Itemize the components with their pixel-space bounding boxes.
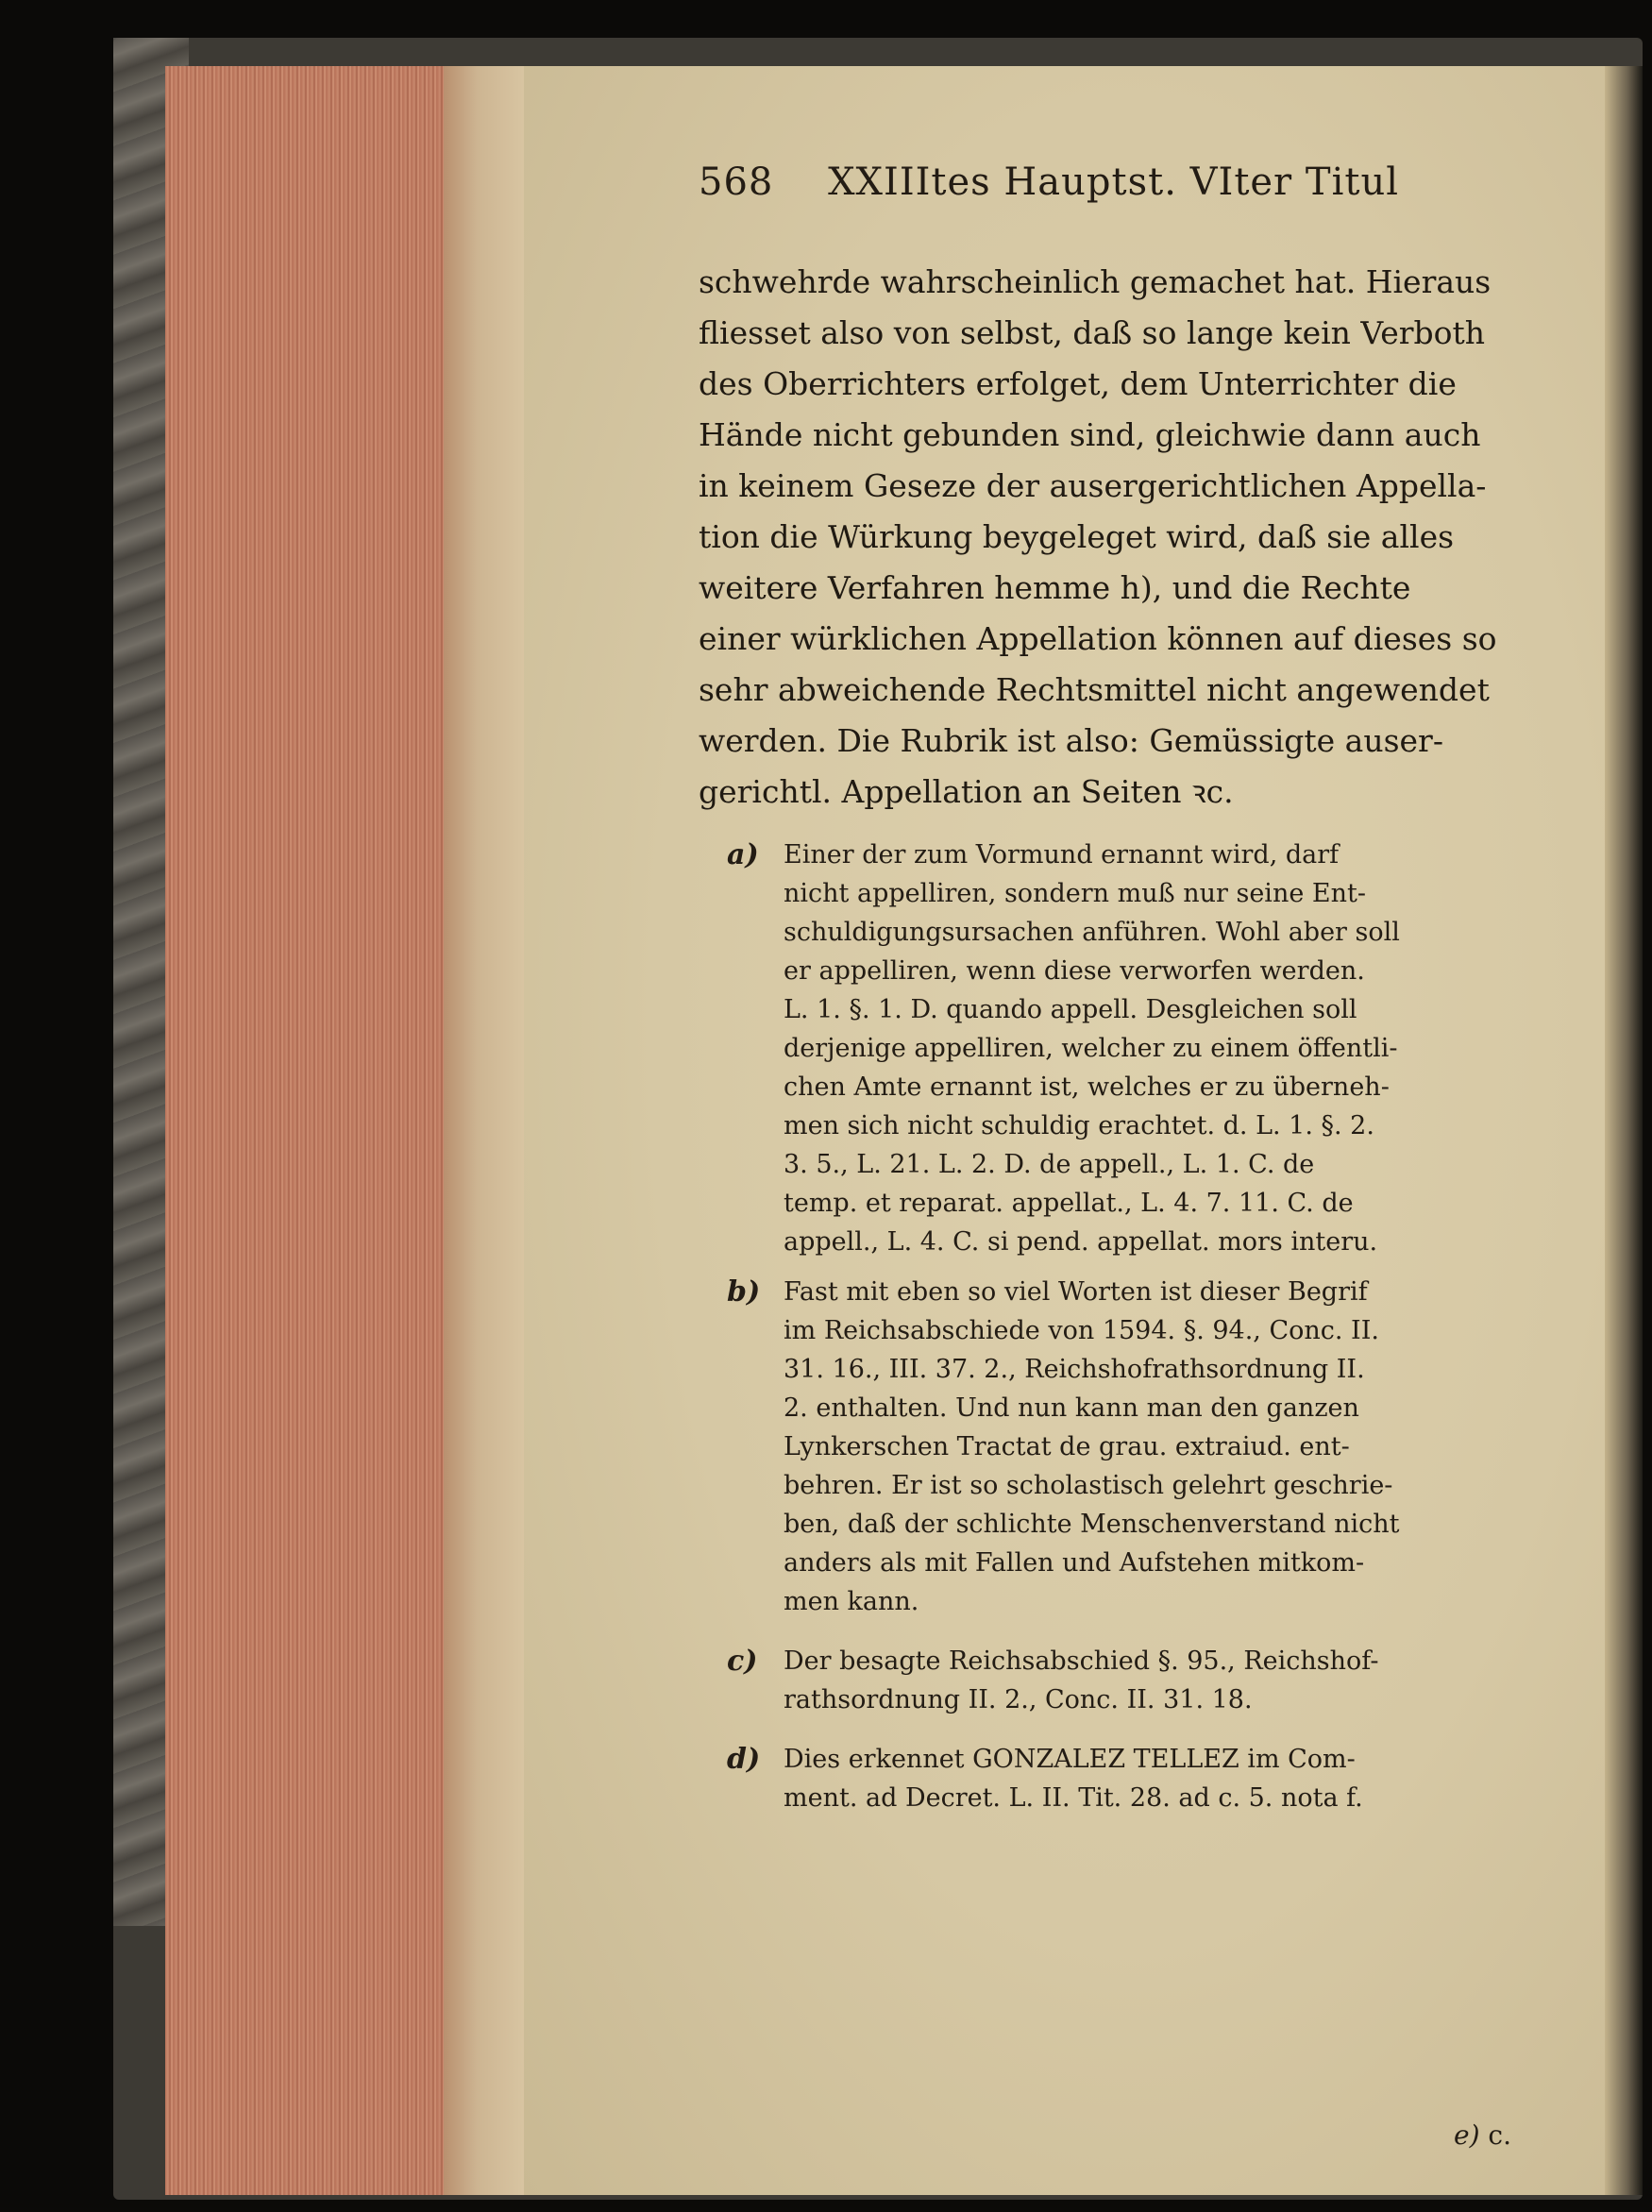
text-line: sehr abweichende Rechtsmittel nicht angewendet bbox=[699, 671, 1490, 708]
footnote-line: 31. 16., III. 37. 2., Reichshofrathsordnung II. bbox=[784, 1355, 1365, 1384]
running-title: XXIIItes Hauptst. VIter Titul bbox=[828, 160, 1399, 204]
text-line: tion die Würkung beygeleget wird, daß sie alles bbox=[699, 518, 1455, 555]
footnote-line: Lynkerschen Tractat de grau. extraiud. ent- bbox=[784, 1432, 1350, 1461]
footnote-marker: c) bbox=[727, 1645, 758, 1678]
catchword-marker: e) bbox=[1454, 2119, 1480, 2151]
footnote-line: appell., L. 4. C. si pend. appellat. mors interu. bbox=[784, 1227, 1378, 1257]
footnote-line: ben, daß der schlichte Menschenverstand nicht bbox=[784, 1510, 1400, 1539]
footnote-line: ment. ad Decret. L. II. Tit. 28. ad c. 5. nota f. bbox=[784, 1783, 1363, 1813]
footnote-line: rathsordnung II. 2., Conc. II. 31. 18. bbox=[784, 1685, 1253, 1714]
text-line: weitere Verfahren hemme h), und die Rechte bbox=[699, 569, 1411, 606]
footnote-marker: b) bbox=[727, 1275, 761, 1309]
page-right-edge bbox=[1605, 66, 1643, 2195]
footnote-line: er appelliren, wenn diese verworfen werden. bbox=[784, 956, 1365, 986]
footnote-line: Der besagte Reichsabschied §. 95., Reichshof- bbox=[784, 1646, 1379, 1676]
footnote-line: nicht appelliren, sondern muß nur seine Ent- bbox=[784, 879, 1366, 908]
footnote-a bbox=[699, 836, 1548, 1261]
text-line: in keinem Geseze der ausergerichtlichen Appella- bbox=[699, 467, 1487, 504]
footnote-line: Fast mit eben so viel Worten ist dieser Begrif bbox=[784, 1277, 1368, 1307]
footnote-line: L. 1. §. 1. D. quando appell. Desgleichen soll bbox=[784, 995, 1357, 1024]
footnote-marker: d) bbox=[727, 1743, 761, 1776]
footnote-line: Dies erkennet GONZALEZ TELLEZ im Com- bbox=[784, 1745, 1356, 1774]
page-number: 568 bbox=[699, 160, 774, 204]
text-line: einer würklichen Appellation können auf dieses so bbox=[699, 620, 1497, 657]
text-line: Hände nicht gebunden sind, gleichwie dann auch bbox=[699, 416, 1481, 453]
text-line: schwehrde wahrscheinlich gemachet hat. Hieraus bbox=[699, 263, 1492, 300]
catchword-text: c. bbox=[1488, 2119, 1511, 2151]
footnote-line: chen Amte ernannt ist, welches er zu überneh- bbox=[784, 1072, 1390, 1102]
footnote-c bbox=[699, 1642, 1548, 1719]
footnote-b bbox=[699, 1273, 1548, 1621]
footnote-line: Einer der zum Vormund ernannt wird, darf bbox=[784, 840, 1340, 870]
footnote-line: men sich nicht schuldig erachtet. d. L. 1. §. 2. bbox=[784, 1111, 1374, 1140]
page-gutter bbox=[444, 66, 529, 2195]
footnote-line: derjenige appelliren, welcher zu einem öffentli- bbox=[784, 1034, 1398, 1063]
footnote-line: 3. 5., L. 21. L. 2. D. de appell., L. 1. C. de bbox=[784, 1150, 1315, 1179]
text-line: fliesset also von selbst, daß so lange kein Verboth bbox=[699, 314, 1486, 351]
footnote-line: anders als mit Fallen und Aufstehen mitkom- bbox=[784, 1548, 1365, 1578]
footnote-line: 2. enthalten. Und nun kann man den ganzen bbox=[784, 1393, 1359, 1423]
footnote-line: behren. Er ist so scholastisch gelehrt geschrie- bbox=[784, 1471, 1393, 1500]
text-line: gerichtl. Appellation an Seiten ꝛc. bbox=[699, 773, 1234, 810]
text-line: des Oberrichters erfolget, dem Unterrichter die bbox=[699, 365, 1457, 402]
page-edges bbox=[165, 66, 458, 2195]
main-text-block bbox=[699, 257, 1548, 818]
catchword bbox=[1454, 2119, 1511, 2151]
footnote-line: schuldigungsursachen anführen. Wohl aber soll bbox=[784, 918, 1400, 947]
footnote-d bbox=[699, 1740, 1548, 1817]
footnote-line: temp. et reparat. appellat., L. 4. 7. 11. C. de bbox=[784, 1189, 1354, 1218]
page-header bbox=[699, 160, 1529, 204]
footnote-marker: a) bbox=[727, 838, 759, 871]
footnote-line: im Reichsabschiede von 1594. §. 94., Conc. II. bbox=[784, 1316, 1379, 1345]
text-line: werden. Die Rubrik ist also: Gemüssigte auser- bbox=[699, 722, 1443, 759]
footnotes bbox=[699, 836, 1548, 1817]
footnote-line: men kann. bbox=[784, 1587, 919, 1616]
